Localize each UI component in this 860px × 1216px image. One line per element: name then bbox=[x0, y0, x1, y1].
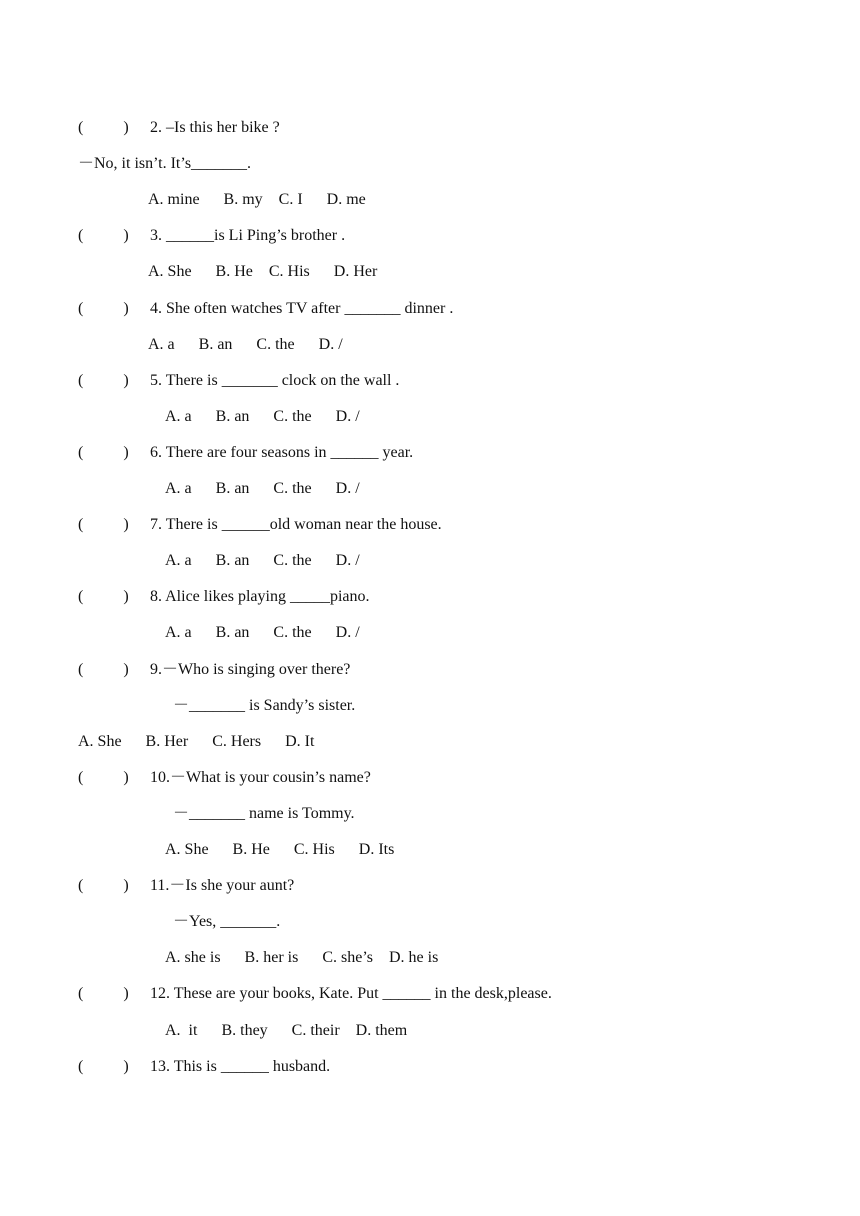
question-text: 2. –Is this her bike ? bbox=[150, 119, 280, 136]
answer-blank-parentheses: ( ) bbox=[78, 227, 129, 244]
line-text: －No, it isn’t. It’s_______. bbox=[78, 155, 252, 172]
question-text: 6. There are four seasons in ______ year. bbox=[150, 444, 414, 461]
question-row bbox=[0, 371, 860, 391]
question-text: 4. She often watches TV after _______ dinner . bbox=[150, 300, 454, 317]
question-row bbox=[0, 660, 860, 680]
question-row bbox=[0, 118, 860, 138]
question-row bbox=[0, 515, 860, 535]
answer-options: A. it B. they C. their D. them bbox=[165, 1022, 408, 1039]
text-line bbox=[0, 732, 860, 752]
options-row bbox=[0, 623, 860, 643]
dialogue-text: －_______ is Sandy’s sister. bbox=[173, 697, 356, 714]
text-line bbox=[0, 154, 860, 174]
answer-options: A. mine B. my C. I D. me bbox=[148, 191, 366, 208]
question-text: 3. ______is Li Ping’s brother . bbox=[150, 227, 346, 244]
answer-options: A. a B. an C. the D. / bbox=[165, 480, 360, 497]
answer-blank-parentheses: ( ) bbox=[78, 444, 129, 461]
question-row bbox=[0, 768, 860, 788]
question-row bbox=[0, 443, 860, 463]
question-text: 12. These are your books, Kate. Put ______ in the desk,please. bbox=[150, 985, 552, 1002]
question-row bbox=[0, 299, 860, 319]
question-text: 8. Alice likes playing _____piano. bbox=[150, 588, 370, 605]
answer-blank-parentheses: ( ) bbox=[78, 877, 129, 894]
answer-blank-parentheses: ( ) bbox=[78, 300, 129, 317]
answer-options: A. She B. He C. His D. Its bbox=[165, 841, 395, 858]
question-text: 5. There is _______ clock on the wall . bbox=[150, 372, 400, 389]
answer-options: A. a B. an C. the D. / bbox=[165, 408, 360, 425]
question-text: 9.－Who is singing over there? bbox=[150, 661, 351, 678]
answer-options: A. a B. an C. the D. / bbox=[148, 336, 343, 353]
dialogue-line bbox=[0, 804, 860, 824]
question-row bbox=[0, 876, 860, 896]
dialogue-text: －Yes, _______. bbox=[173, 913, 281, 930]
answer-options: A. a B. an C. the D. / bbox=[165, 624, 360, 641]
options-row bbox=[0, 1021, 860, 1041]
dialogue-text: －_______ name is Tommy. bbox=[173, 805, 355, 822]
question-row bbox=[0, 226, 860, 246]
options-row bbox=[0, 840, 860, 860]
options-row bbox=[0, 262, 860, 282]
dialogue-line bbox=[0, 696, 860, 716]
options-row bbox=[0, 948, 860, 968]
answer-blank-parentheses: ( ) bbox=[78, 985, 129, 1002]
answer-options: A. she is B. her is C. she’s D. he is bbox=[165, 949, 439, 966]
question-row bbox=[0, 1057, 860, 1077]
options-row bbox=[0, 407, 860, 427]
answer-blank-parentheses: ( ) bbox=[78, 661, 129, 678]
dialogue-line bbox=[0, 912, 860, 932]
question-row bbox=[0, 984, 860, 1004]
options-row bbox=[0, 551, 860, 571]
answer-options: A. a B. an C. the D. / bbox=[165, 552, 360, 569]
answer-blank-parentheses: ( ) bbox=[78, 588, 129, 605]
answer-blank-parentheses: ( ) bbox=[78, 769, 129, 786]
question-text: 10.－What is your cousin’s name? bbox=[150, 769, 371, 786]
question-text: 13. This is ______ husband. bbox=[150, 1058, 331, 1075]
answer-blank-parentheses: ( ) bbox=[78, 1058, 129, 1075]
line-text: A. She B. Her C. Hers D. It bbox=[78, 733, 315, 750]
options-row bbox=[0, 190, 860, 210]
options-row bbox=[0, 335, 860, 355]
answer-blank-parentheses: ( ) bbox=[78, 119, 129, 136]
answer-options: A. She B. He C. His D. Her bbox=[148, 263, 378, 280]
answer-blank-parentheses: ( ) bbox=[78, 516, 129, 533]
question-text: 11.－Is she your aunt? bbox=[150, 877, 295, 894]
answer-blank-parentheses: ( ) bbox=[78, 372, 129, 389]
question-row bbox=[0, 587, 860, 607]
question-text: 7. There is ______old woman near the house. bbox=[150, 516, 442, 533]
options-row bbox=[0, 479, 860, 499]
